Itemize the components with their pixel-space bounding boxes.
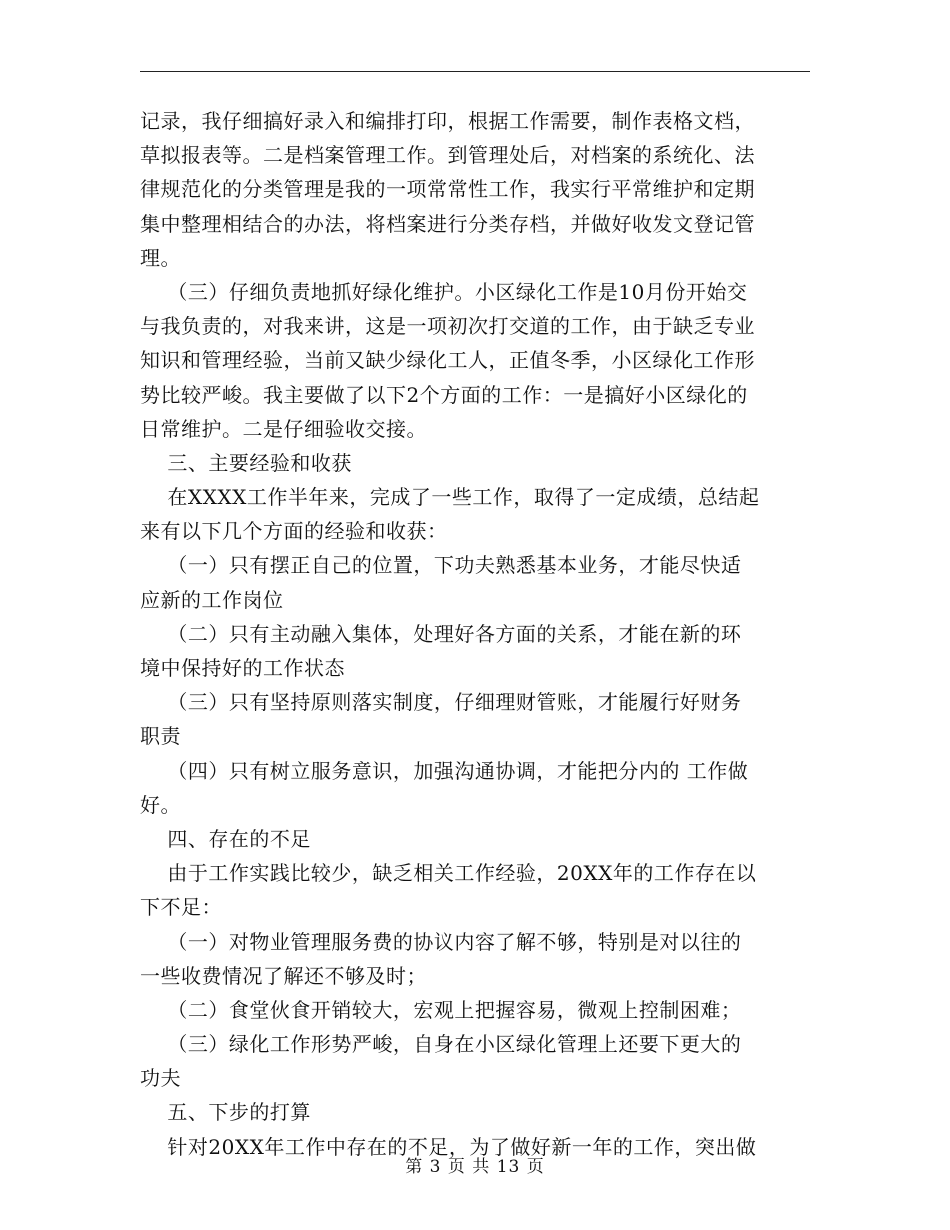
text-line: （二）食堂伙食开销较大，宏观上把握容易，微观上控制困难； (140, 997, 742, 1022)
text-line: 集中整理相结合的办法，将档案进行分类存档，并做好收发文登记管 (140, 211, 755, 236)
text-line: 日常维护。二是仔细验收交接。 (140, 416, 427, 441)
section-heading: 三、主要经验和收获 (140, 450, 352, 475)
text-line: 应新的工作岗位 (140, 587, 284, 612)
section-heading: 五、下步的打算 (140, 1100, 311, 1125)
section-heading: 四、存在的不足 (140, 826, 311, 851)
text-line: 职责 (140, 724, 181, 749)
text-line: （四）只有树立服务意识，加强沟通协调，才能把分内的 工作做 (140, 758, 749, 783)
text-line: 势比较严峻。我主要做了以下2个方面的工作：一是搞好小区绿化的 (140, 382, 748, 407)
text-line: 在XXXX工作半年来，完成了一些工作，取得了一定成绩，总结起 (140, 485, 760, 510)
text-line: 由于工作实践比较少，缺乏相关工作经验，20XX年的工作存在以 (140, 861, 757, 886)
text-line: 针对20XX年工作中存在的不足，为了做好新一年的工作，突出做 (140, 1134, 757, 1159)
document-body (140, 104, 810, 1164)
header-rule (140, 71, 810, 72)
text-line: 一些收费情况了解还不够及时； (140, 963, 427, 988)
text-line: 知识和管理经验，当前又缺少绿化工人，正值冬季，小区绿化工作形 (140, 348, 755, 373)
text-line: （一）只有摆正自己的位置，下功夫熟悉基本业务，才能尽快适 (140, 553, 742, 578)
text-line: 记录，我仔细搞好录入和编排打印，根据工作需要，制作表格文档， (140, 109, 755, 133)
text-line: 好。 (140, 792, 181, 817)
text-line: 下不足： (140, 895, 222, 920)
text-line: 与我负责的，对我来讲，这是一项初次打交道的工作，由于缺乏专业 (140, 314, 755, 339)
text-line: （三）只有坚持原则落实制度，仔细理财管账，才能履行好财务 (140, 690, 742, 715)
text-line: （三）绿化工作形势严峻，自身在小区绿化管理上还要下更大的 (140, 1032, 742, 1057)
text-line: 功夫 (140, 1066, 181, 1091)
text-line: 草拟报表等。二是档案管理工作。到管理处后，对档案的系统化、法 (140, 143, 755, 168)
text-line: （一）对物业管理服务费的协议内容了解不够，特别是对以往的 (140, 929, 742, 954)
text-line: （三）仔细负责地抓好绿化维护。小区绿化工作是10月份开始交 (140, 279, 748, 304)
text-line: （二）只有主动融入集体，处理好各方面的关系，才能在新的环 (140, 621, 742, 646)
text-line: 律规范化的分类管理是我的一项常常性工作，我实行平常维护和定期 (140, 177, 755, 202)
page-number: 第 3 页 共 13 页 (405, 1157, 545, 1177)
text-line: 理。 (140, 245, 181, 270)
text-line: 境中保持好的工作状态 (140, 656, 345, 680)
text-line: 来有以下几个方面的经验和收获： (140, 519, 448, 544)
